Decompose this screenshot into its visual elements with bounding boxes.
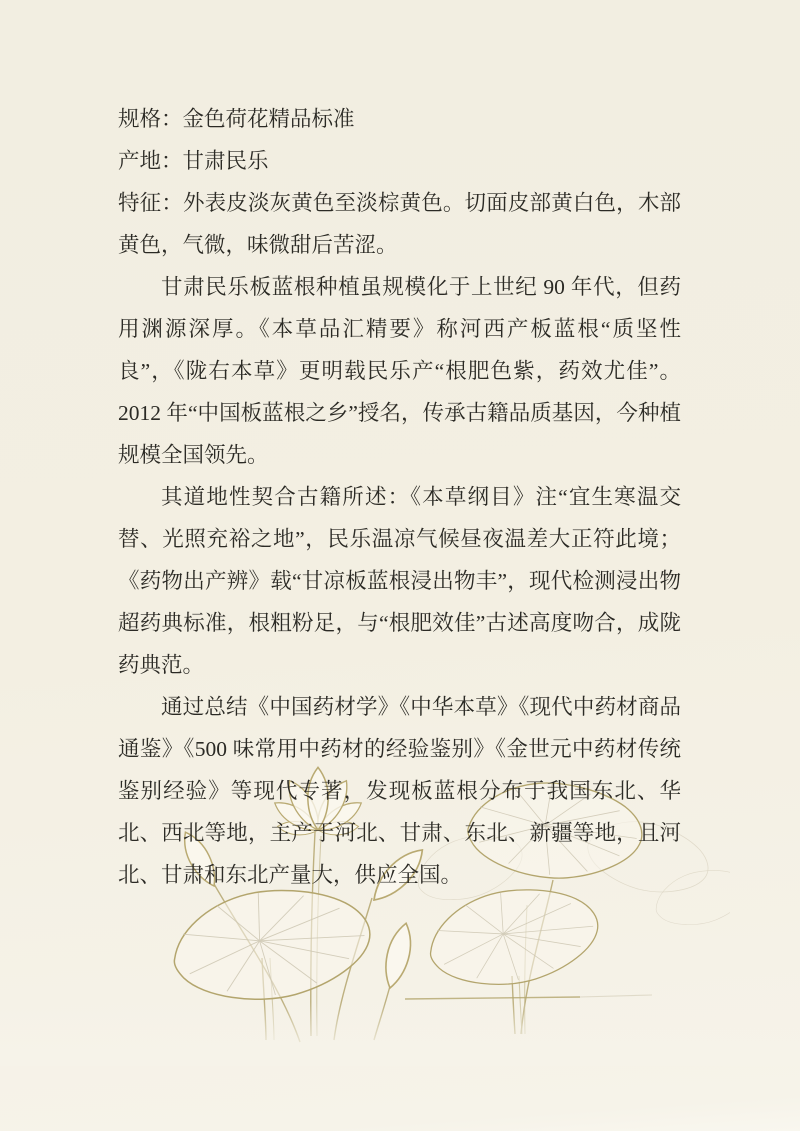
paragraph-distribution: 通过总结《中国药材学》《中华本草》《现代中药材商品通鉴》《500 味常用中药材的经验鉴别》《金世元中药材传统鉴别经验》等现代专著，发现板蓝根分布于我国东北、华北、西北等地，主产于河北、甘肃、东北、新疆等地，且河北、甘肃和东北产量大，供应全国。 <box>118 695 681 887</box>
features-line: 特征：外表皮淡灰黄色至淡棕黄色。切面皮部黄白色，木部黄色，气微，味微甜后苦涩。 <box>118 191 681 257</box>
spec-line: 规格：金色荷花精品标准 <box>118 107 355 131</box>
origin-line: 产地：甘肃民乐 <box>118 149 269 173</box>
paragraph-history: 甘肃民乐板蓝根种植虽规模化于上世纪 90 年代，但药用渊源深厚。《本草品汇精要》称河西产板蓝根“质坚性良”，《陇右本草》更明载民乐产“根肥色紫，药效尤佳”。2012 年“中国板蓝根之乡”授名，传承古籍品质基因，今种植规模全国领先。 <box>118 275 681 467</box>
artwork-fade-overlay <box>0 1002 800 1066</box>
paragraph-authenticity: 其道地性契合古籍所述：《本草纲目》注“宜生寒温交替、光照充裕之地”，民乐温凉气候昼夜温差大正符此境；《药物出产辨》载“甘凉板蓝根浸出物丰”，现代检测浸出物超药典标准，根粗粉足，与“根肥效佳”古述高度吻合，成陇药典范。 <box>118 485 681 677</box>
document-body <box>118 98 681 896</box>
